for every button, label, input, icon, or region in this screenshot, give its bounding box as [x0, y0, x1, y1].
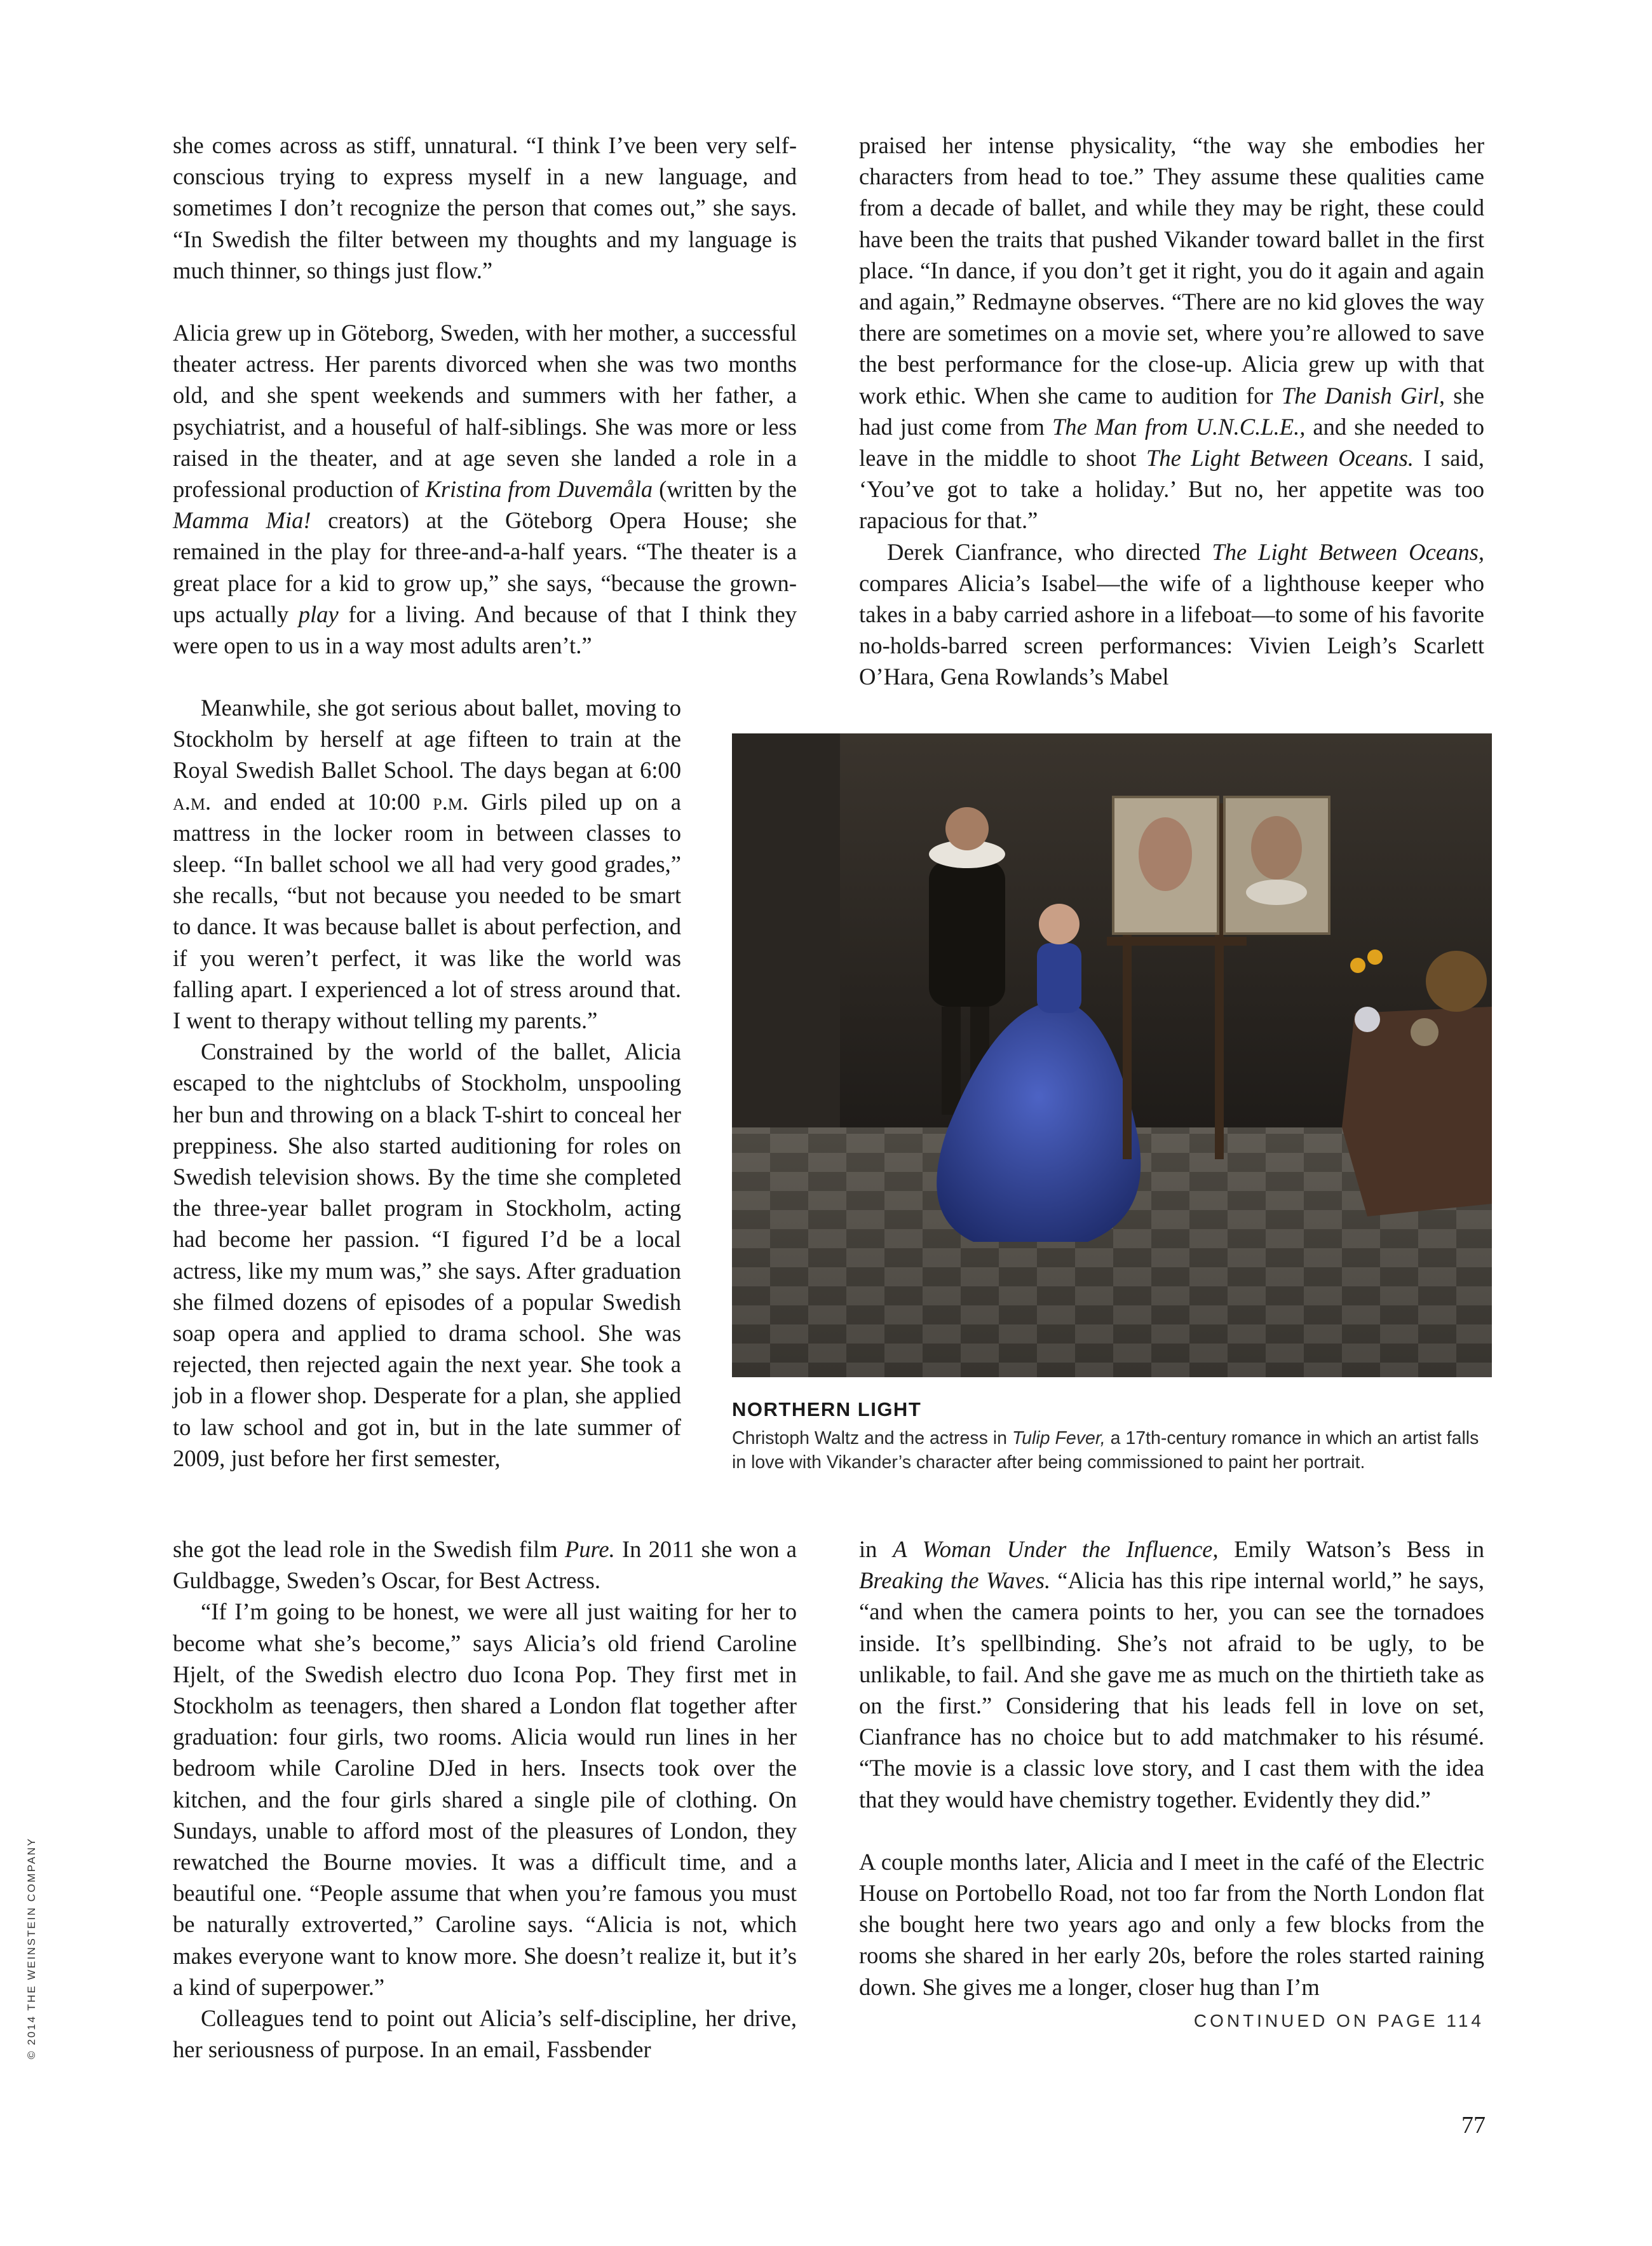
paragraph: A couple months later, Alicia and I meet in the café of the Electric House on Portobello Road, not too far from the North London flat she bought here two years ago and only a few blocks from the rooms she shared in her early 20s, before the roles started raining down. She gives me a longer, closer hug than I’m CONTINUED ON PAGE 114	[859, 1846, 1484, 2003]
woman-face	[1039, 904, 1080, 944]
vase	[1355, 1007, 1380, 1032]
left-column-bottom	[173, 1534, 797, 2065]
left-column-narrow	[173, 692, 681, 1474]
paragraph: Meanwhile, she got serious about ballet, moving to Stockholm by herself at age fifteen to train at the Royal Swedish Ballet School. The days began at 6:00 a.m. and ended at 10:00 p.m. Girls piled up on a mattress in the locker room in between classes to sleep. “In ballet school we all had very good grades,” she recalls, “but not because you needed to be smart to dance. It was because ballet is about perfection, and if you weren’t perfect, it was like the world was falling apart. I experienced a lot of stress around that. I went to therapy without telling my parents.”	[173, 695, 681, 1034]
photo-illustration	[732, 733, 1492, 1377]
man-doublet	[929, 861, 1005, 1007]
photo-tulip-fever	[732, 733, 1492, 1377]
continued-note: CONTINUED ON PAGE 114	[1193, 2010, 1484, 2031]
paragraph: she got the lead role in the Swedish film Pure. In 2011 she won a Guldbagge, Sweden’s Oscar, for Best Actress.	[173, 1536, 797, 1594]
skull	[1411, 1018, 1439, 1046]
paragraph: in A Woman Under the Influence, Emily Watson’s Bess in Breaking the Waves. “Alicia has this ripe internal world,” he says, “and when the camera points to her, you can see the tornadoes inside. It’s spellbinding. She’s not afraid to be ugly, to be unlikable, to fail. And she gave me as much on the thirtieth take as on the first.” Considering that his leads fell in love on set, Cianfrance has no choice but to add matchmaker to his résumé. “The movie is a classic love story, and I cast them with the idea that they would have chemistry together. Evidently they did.”	[859, 1536, 1484, 1813]
left-column	[173, 130, 797, 661]
paragraph: “If I’m going to be honest, we were all just waiting for her to become what she’s become,” says Alicia’s old friend Caroline Hjelt, of the Swedish electro duo Icona Pop. They first met in Stockholm as teenagers, then shared a London flat together after graduation: four girls, two rooms. Alicia would run lines in her bedroom while Caroline DJed in hers. Insects took over the kitchen, and the four girls shared a single pile of clothing. On Sundays, unable to afford most of the pleasures of London, they rewatched the Bourne movies. It was a difficult time, and a beautiful one. “People assume that when you’re famous you must be naturally extroverted,” Caroline says. “Alicia is not, which makes everyone want to know more. She doesn’t realize it, but it’s a kind of superpower.”	[173, 1598, 797, 2000]
paragraph: Alicia grew up in Göteborg, Sweden, with her mother, a successful theater actress. Her parents divorced when she was two months old, and she spent weekends and summers with her father, a psychiatrist, and a houseful of half-siblings. She was more or less raised in the theater, and at age seven she landed a role in a professional production of Kristina from Duvemåla (written by the Mamma Mia! creators) at the Göteborg Opera House; she remained in the play for three-and-a-half years. “The theater is a great place for a kid to grow up,” she says, “because the grown-ups actually play for a living. And because of that I think they were open to us in a way most adults aren’t.”	[173, 320, 797, 659]
paragraph: praised her intense physicality, “the way she embodies her characters from head to toe.” They assume these qualities came from a decade of ballet, and while they may be right, these could have been the traits that pushed Vikander toward ballet in the first place. “In dance, if you don’t get it right, you do it again and again and again,” Redmayne observes. “There are no kid gloves the way there are sometimes on a movie set, where you’re allowed to save the best performance for the close-up. Alicia grew up with that work ethic. When she came to audition for The Danish Girl, she had just come from The Man from U.N.C.L.E., and she needed to leave in the middle to shoot The Light Between Oceans. I said, ‘You’ve got to take a holiday.’ But no, her appetite was too rapacious for that.”	[859, 132, 1484, 534]
caption-title: NORTHERN LIGHT	[732, 1398, 922, 1420]
paragraph: Colleagues tend to point out Alicia’s self-discipline, her drive, her seriousness of purpose. In an email, Fassbender	[173, 2005, 797, 2063]
man-face	[945, 807, 989, 850]
photo-caption	[732, 1397, 1492, 1474]
photo-credit: © 2014 THE WEINSTEIN COMPANY	[25, 1837, 37, 2059]
paragraph: Derek Cianfrance, who directed The Light Between Oceans, compares Alicia’s Isabel—the wife of a lighthouse keeper who takes in a baby carried ashore in a lifeboat—to some of his favorite no-holds-barred screen performances: Vivien Leigh’s Scarlett O’Hara, Gena Rowlands’s Mabel	[859, 538, 1484, 690]
right-column	[859, 130, 1484, 693]
page-number: 77	[1461, 2112, 1486, 2139]
globe	[1426, 951, 1487, 1012]
caption-text: Christoph Waltz and the actress in Tulip Fever, a 17th-century romance in which an artist falls in love with Vikander’s character after being commissioned to paint her portrait.	[732, 1428, 1479, 1473]
right-column-bottom	[859, 1534, 1484, 2036]
paragraph: she comes across as stiff, unnatural. “I think I’ve been very self-conscious trying to express myself in a new language, and sometimes I don’t recognize the person that comes out,” she says. “In Swedish the filter between my thoughts and my language is much thinner, so things just flow.”	[173, 132, 797, 283]
tulip-flower	[1350, 958, 1365, 973]
paragraph: Constrained by the world of the ballet, Alicia escaped to the nightclubs of Stockholm, unspooling her bun and throwing on a black T-shirt to conceal her preppiness. She also started auditioning for roles on Swedish television shows. By the time she completed the three-year ballet program in Stockholm, acting had become her passion. “I figured I’d be a local actress, like my mum was,” she says. After graduation she filmed dozens of episodes of a popular Swedish soap opera and applied to drama school. She was rejected, then rejected again the next year. She took a job in a flower shop. Desperate for a plan, she applied to law school and got in, but in the late summer of 2009, just before her first semester,	[173, 1038, 681, 1471]
doorway	[732, 733, 840, 1127]
